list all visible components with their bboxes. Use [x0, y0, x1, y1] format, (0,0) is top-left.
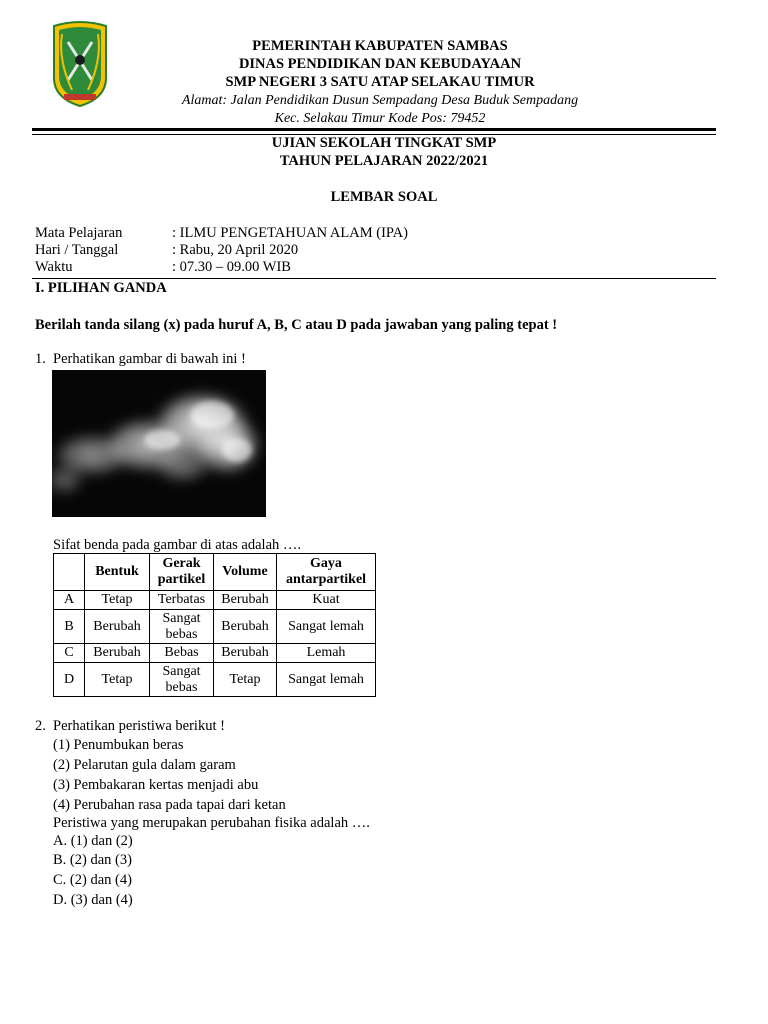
- table-header: Bentuk: [85, 554, 150, 591]
- meta-rule: [32, 278, 716, 279]
- table-cell: Berubah: [85, 644, 150, 663]
- table-cell: Tetap: [214, 663, 277, 697]
- meta-value: : 07.30 – 09.00 WIB: [172, 259, 291, 275]
- table-cell: Berubah: [214, 591, 277, 610]
- event-item: (1) Penumbukan beras: [53, 737, 184, 753]
- table-cell: Kuat: [277, 591, 376, 610]
- exam-title: UJIAN SEKOLAH TINGKAT SMP: [271, 135, 497, 151]
- question-text: Perhatikan peristiwa berikut !: [53, 718, 225, 734]
- question-number: 1.: [35, 351, 46, 367]
- table-row: [54, 644, 376, 663]
- letterhead-address1: Alamat: Jalan Pendidikan Dusun Sempadang Desa Buduk Sempadang: [181, 93, 579, 108]
- table-cell: Tetap: [85, 591, 150, 610]
- question-text: Perhatikan gambar di bawah ini !: [53, 351, 246, 367]
- table-cell: Bebas: [150, 644, 214, 663]
- question-prompt: Peristiwa yang merupakan perubahan fisika adalah ….: [53, 815, 370, 831]
- answer-option-c[interactable]: C. (2) dan (4): [53, 872, 132, 888]
- table-cell: Berubah: [85, 610, 150, 644]
- header-rule-thick: [32, 128, 716, 131]
- table-cell: Sangat lemah: [277, 610, 376, 644]
- table-cell: Sangat bebas: [150, 663, 214, 697]
- letterhead-address2: Kec. Selakau Timur Kode Pos: 79452: [274, 111, 486, 126]
- regency-logo: [50, 20, 110, 108]
- meta-subject: [35, 225, 408, 243]
- table-cell: Lemah: [277, 644, 376, 663]
- event-item: (2) Pelarutan gula dalam garam: [53, 757, 236, 773]
- meta-key: Hari / Tanggal: [35, 242, 119, 258]
- table-cell: Terbatas: [150, 591, 214, 610]
- table-cell: Sangat bebas: [150, 610, 214, 644]
- meta-value: : Rabu, 20 April 2020: [172, 242, 299, 258]
- letterhead-line1: PEMERINTAH KABUPATEN SAMBAS: [252, 38, 508, 54]
- table-cell: Tetap: [85, 663, 150, 697]
- instruction: Berilah tanda silang (x) pada huruf A, B, C atau D pada jawaban yang paling tepat !: [35, 317, 558, 333]
- answer-option-b[interactable]: B. (2) dan (3): [53, 852, 132, 868]
- question-prompt: Sifat benda pada gambar di atas adalah ….: [53, 537, 302, 553]
- table-cell: Berubah: [214, 644, 277, 663]
- event-item: (4) Perubahan rasa pada tapai dari ketan: [53, 797, 286, 813]
- table-cell: A: [54, 591, 85, 610]
- table-row: [54, 591, 376, 610]
- answer-option-a[interactable]: A. (1) dan (2): [53, 833, 133, 849]
- table-cell: Sangat lemah: [277, 663, 376, 697]
- exam-year: TAHUN PELAJARAN 2022/2021: [279, 153, 489, 169]
- meta-date: [35, 242, 298, 260]
- sheet-title: LEMBAR SOAL: [330, 189, 438, 205]
- table-row: [54, 610, 376, 644]
- answer-option-d[interactable]: D. (3) dan (4): [53, 892, 133, 908]
- table-header: Volume: [214, 554, 277, 591]
- table-header: [54, 554, 85, 591]
- answer-table: [53, 553, 376, 697]
- meta-time: [35, 259, 291, 277]
- table-row: [54, 663, 376, 697]
- table-cell: Berubah: [214, 610, 277, 644]
- meta-key: Mata Pelajaran: [35, 225, 123, 241]
- table-header: Gaya antarpartikel: [277, 554, 376, 591]
- smoke-image: [52, 370, 266, 517]
- meta-value: : ILMU PENGETAHUAN ALAM (IPA): [172, 225, 408, 241]
- table-header: Gerak partikel: [150, 554, 214, 591]
- section-title: I. PILIHAN GANDA: [35, 280, 167, 296]
- meta-key: Waktu: [35, 259, 73, 275]
- question-number: 2.: [35, 718, 46, 734]
- letterhead-school: SMP NEGERI 3 SATU ATAP SELAKAU TIMUR: [225, 74, 535, 90]
- table-cell: D: [54, 663, 85, 697]
- event-item: (3) Pembakaran kertas menjadi abu: [53, 777, 259, 793]
- table-cell: B: [54, 610, 85, 644]
- letterhead-line2: DINAS PENDIDIKAN DAN KEBUDAYAAN: [238, 56, 522, 72]
- table-header-row: [54, 554, 376, 591]
- table-cell: C: [54, 644, 85, 663]
